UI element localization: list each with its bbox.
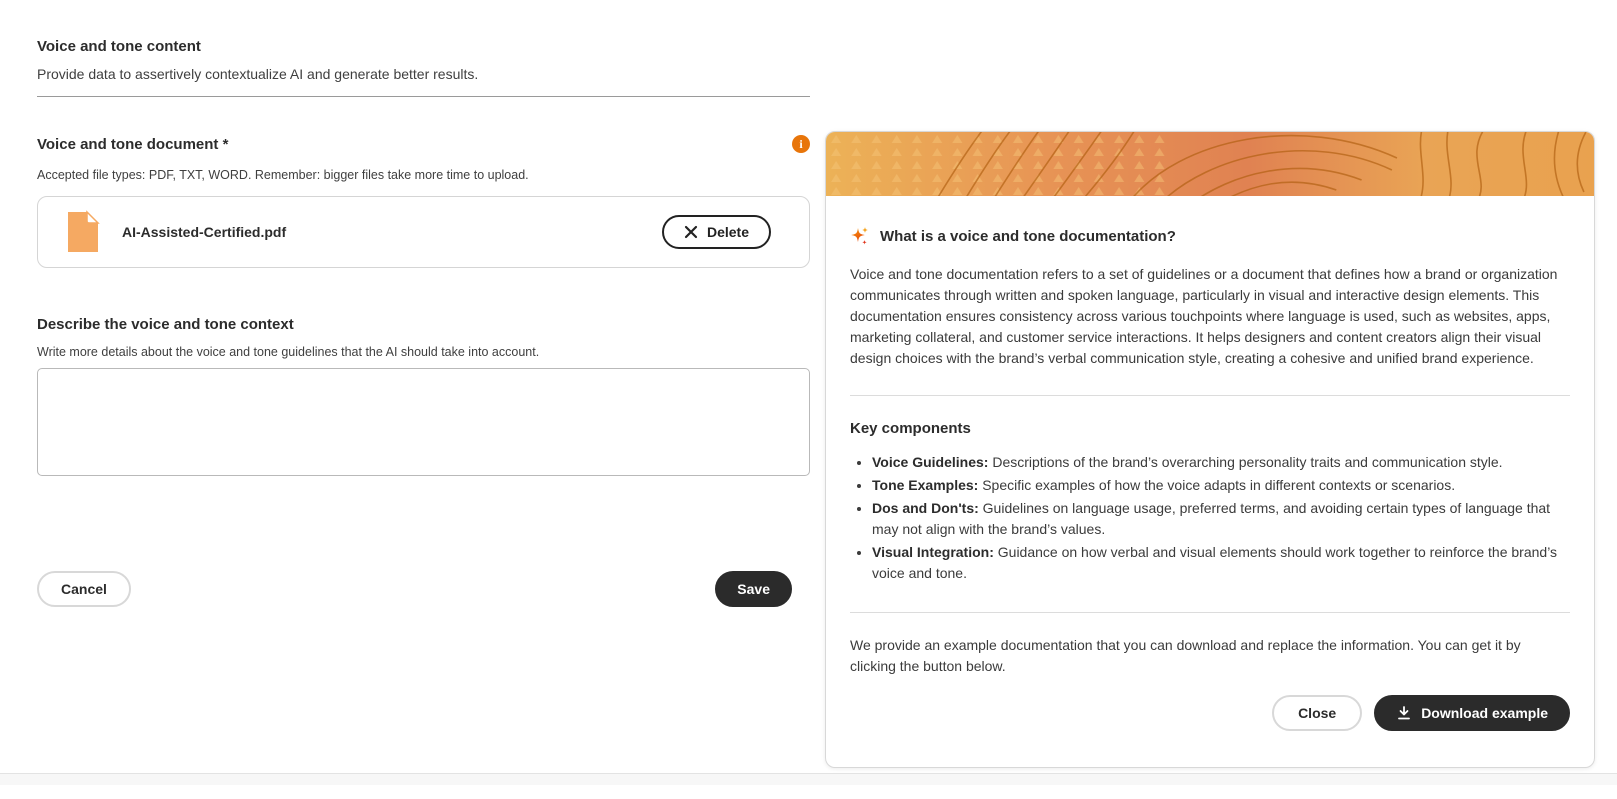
close-button[interactable]: Close <box>1272 695 1362 731</box>
delete-button-label: Delete <box>706 224 749 240</box>
key-components-list <box>850 452 1570 586</box>
key-component-item: • Voice Guidelines: Descriptions of the brand’s overarching personality traits and communication style. <box>872 452 1570 473</box>
page-title: Voice and tone content <box>37 38 201 55</box>
download-example-button[interactable] <box>1374 695 1570 731</box>
uploaded-file-card <box>37 196 810 268</box>
save-button[interactable]: Save <box>715 571 792 607</box>
key-components-heading: Key components <box>850 420 971 437</box>
panel-divider-1 <box>850 395 1570 396</box>
key-component-item: • Tone Examples: Specific examples of how the voice adapts in different contexts or scenarios. <box>872 475 1570 496</box>
panel-title: What is a voice and tone documentation? <box>880 227 1176 245</box>
page-subtitle: Provide data to assertively contextualize AI and generate better results. <box>37 66 479 82</box>
key-component-item: • Dos and Don'ts: Guidelines on language usage, preferred terms, and avoiding certain types of language that may not align with the brand’s values. <box>872 498 1570 540</box>
delete-file-button[interactable] <box>662 215 771 249</box>
header-divider <box>37 96 810 97</box>
panel-header-artwork <box>826 132 1594 196</box>
context-textarea[interactable] <box>37 368 810 476</box>
panel-divider-2 <box>850 612 1570 613</box>
document-field-label: Voice and tone document * <box>37 135 229 153</box>
info-icon[interactable]: i <box>792 135 810 153</box>
uploaded-file-name: AI-Assisted-Certified.pdf <box>122 224 287 240</box>
ai-sparkle-icon <box>850 226 870 246</box>
context-field-hint: Write more details about the voice and tone guidelines that the AI should take into account. <box>37 345 540 359</box>
cancel-button[interactable]: Cancel <box>37 571 131 607</box>
x-close-icon <box>684 225 698 239</box>
document-file-icon <box>66 210 100 254</box>
footer-strip <box>0 773 1617 785</box>
download-button-label: Download example <box>1421 705 1548 721</box>
key-component-item: • Visual Integration: Guidance on how verbal and visual elements should work together to reinforce the brand’s voice and tone. <box>872 542 1570 584</box>
panel-description: Voice and tone documentation refers to a set of guidelines or a document that defines how a brand or organization communicates through written and spoken language, particularly in visual and interactive design elements. This documentation ensures consistency across various touchpoints where language is used, such as websites, apps, marketing collateral, and customer service interactions. It helps designers and content creators align their visual design choices with the brand’s verbal communication style, creating a cohesive and unified brand experience. <box>850 266 1558 366</box>
download-icon <box>1396 705 1412 721</box>
panel-footer-text: We provide an example documentation that you can download and replace the information. You can get it by clicking the button below. <box>850 637 1521 674</box>
document-field-hint: Accepted file types: PDF, TXT, WORD. Remember: bigger files take more time to upload. <box>37 168 529 182</box>
voice-tone-form <box>37 0 810 607</box>
context-field-label: Describe the voice and tone context <box>37 316 294 333</box>
info-panel <box>825 131 1595 768</box>
